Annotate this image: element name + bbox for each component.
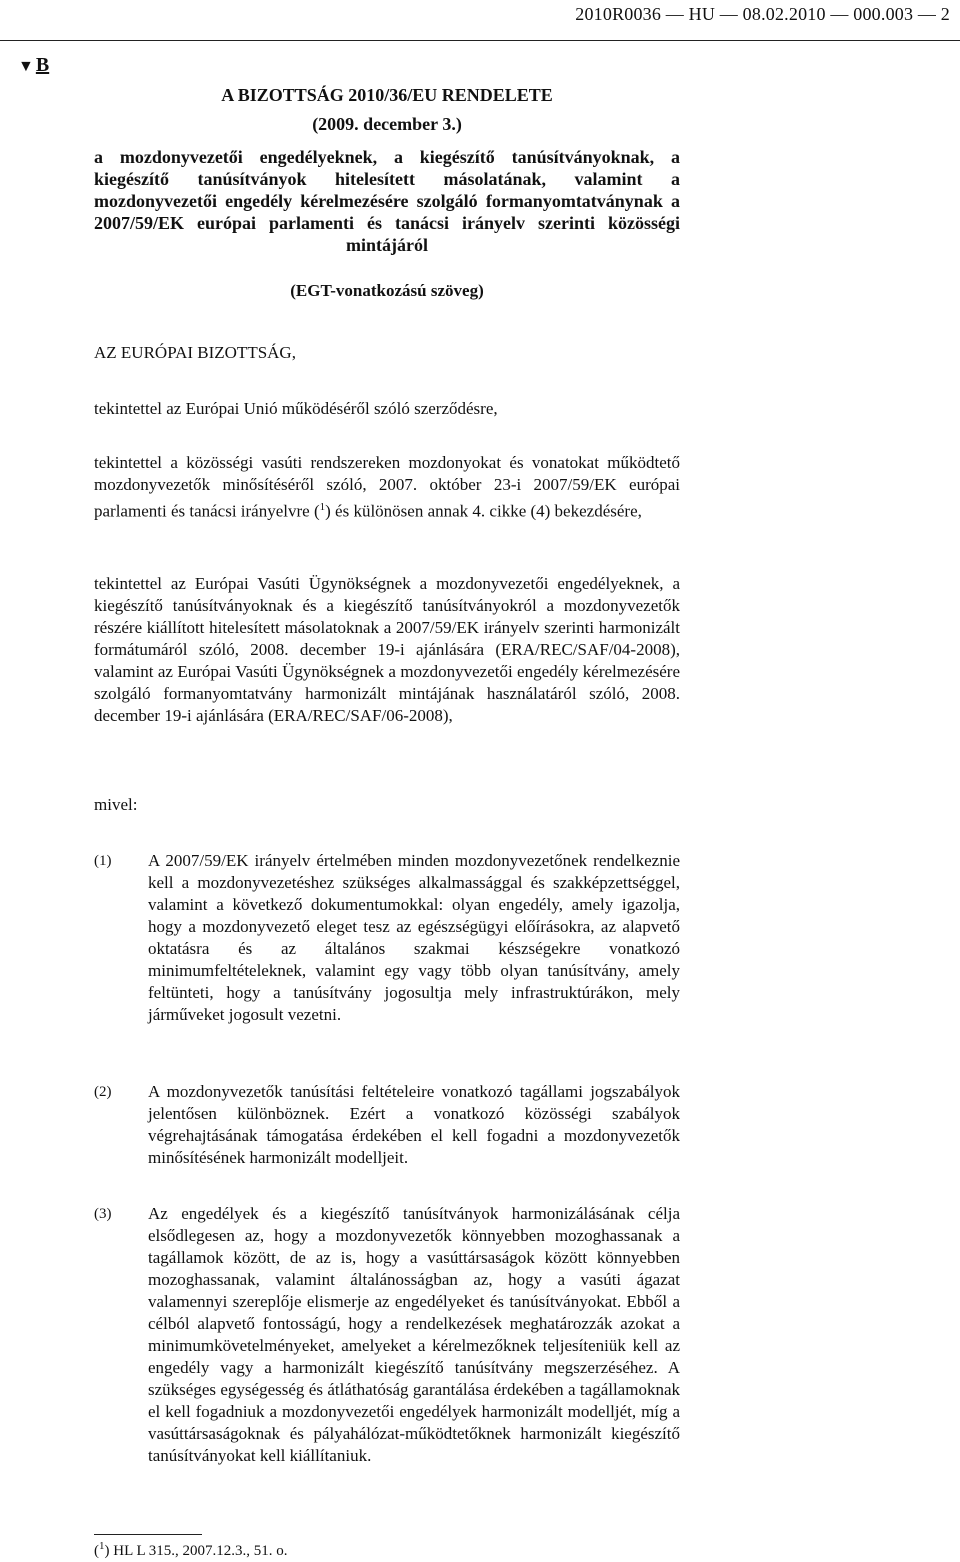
citation-directive-text-end: ) és különösen annak 4. cikke (4) bekezdésére, (325, 501, 642, 521)
citation-directive (94, 452, 680, 523)
title-subject: a mozdonyvezetői engedélyeknek, a kiegészítő tanúsítványoknak, a kiegészítő tanúsítványok hitelesített másolatának, valamint a mozdonyvezetői engedély kérelmezésére szolgáló formanyomtatványnak a 2007/59/EK európai parlamenti és tanácsi irányelv szerinti közösségi mintájáról (94, 147, 680, 255)
recital-text: Az engedélyek és a kiegészítő tanúsítványok harmonizálásának célja elsődlegesen az, hogy a mozdonyvezetők könnyebben mozoghassanak a tagállamok között, de az is, hogy a vasúttársaságok között könnyebben mozoghassanak, valamint általánosságban az, hogy a vasúti ágazat valamennyi szereplője elismerje az engedélyeket és tanúsítványokat. Ebből a célból alapvető fontosságú, hogy a rendelkezések meghatározzák azokat a minimumkövetelményeket, amelyeket a kérelmezőknek teljesíteniük kell az engedély vagy a harmonizált kiegészítő tanúsítvány megszerzéséhez. A szükséges egységesség és átláthatóság garantálása érdekében a tagállamoknak el kell fogadniuk a mozdonyvezetői engedélyek harmonizált modelljét, míg a vasúttársaságoknak és pályahálózat-működtetőknek harmonizált kiegészítő tanúsítványokat kell kiállítaniuk. (148, 1204, 680, 1465)
document-identifier: 2010R0036 — HU — 08.02.2010 — 000.003 — 2 (575, 4, 950, 24)
institution-heading: AZ EURÓPAI BIZOTTSÁG, (94, 343, 296, 362)
footnote-mark: 1 (99, 1540, 105, 1552)
recital-number: (1) (94, 853, 112, 869)
citation-recommendations: tekintettel az Európai Vasúti Ügynökségnek a mozdonyvezetői engedélyeknek, a kiegészítő tanúsítványoknak és a kiegészítő tanúsítványokról a mozdonyvezetők részére kiállított hitelesített másolatoknak a 2007/59/EK irányelv szerinti harmonizált formátumáról szóló, 2008. december 19-i ajánlására (ERA/REC/SAF/04-2008), valamint az Európai Vasúti Ügynökségnek a mozdonyvezetői engedély kérelmezésére szolgáló formanyomtatvány harmonizált mintájának használatáról szóló, 2008. december 19-i ajánlására (ERA/REC/SAF/06-2008), (94, 574, 680, 725)
recital-text: A mozdonyvezetők tanúsítási feltételeire vonatkozó tagállami jogszabályok jelentősen különböznek. Ezért a vonatkozó közösségi szabályok végrehajtásának támogatása érdekében el kell fogadni a mozdonyvezetők minősítésének harmonizált modelljeit. (148, 1082, 680, 1167)
header-bar (0, 0, 960, 41)
footnote: ($^1$) HL L 315., 2007.12.3., 51. o. (94, 1540, 288, 1559)
amendment-marker[interactable] (18, 54, 49, 77)
marker-label: B (35, 54, 50, 76)
footnote-text: HL L 315., 2007.12.3., 51. o. (113, 1543, 288, 1559)
eea-relevance: (EGT-vonatkozású szöveg) (290, 281, 484, 300)
recital-2 (94, 1081, 680, 1169)
footnote-ref[interactable]: 1 (319, 501, 326, 513)
whereas-label: mivel: (94, 795, 138, 814)
title-line-1: A BIZOTTSÁG 2010/36/EU RENDELETE (221, 85, 553, 105)
citation-treaty: tekintettel az Európai Unió működéséről szóló szerződésre, (94, 399, 498, 418)
document-title (94, 84, 680, 256)
recital-text: A 2007/59/EK irányelv értelmében minden mozdonyvezetőnek rendelkeznie kell a mozdonyvezetéshez szükséges alkalmassággal és szakképzettséggel, valamint a következő dokumentumokkal: olyan engedély, amely igazolja, hogy a mozdonyvezető eleget tesz az egészségügyi előírásokra, az alapvető oktatásra és az általános szakmai készségekre vonatkozó minimumfeltételeknek, valamint egy vagy több olyan tanúsítvány, amely feltünteti, hogy a tanúsítvány jogosultja mely infrastruktúrákon, mely járműveket jogosult vezetni. (148, 851, 680, 1024)
recital-1 (94, 850, 680, 1026)
recital-3 (94, 1203, 680, 1467)
footnote-divider (94, 1534, 202, 1535)
triangle-down-icon: ▼ (18, 58, 34, 75)
recital-number: (3) (94, 1206, 112, 1222)
recital-number: (2) (94, 1084, 112, 1100)
title-date: (2009. december 3.) (312, 114, 462, 134)
citation-directive-text: tekintettel a közösségi vasúti rendszereken mozdonyokat és vonatokat működtető mozdonyvezetők minősítéséről szóló, 2007. október 23-i 2007/59/EK európai parlamenti és tanácsi irányelvre ( (94, 453, 680, 521)
